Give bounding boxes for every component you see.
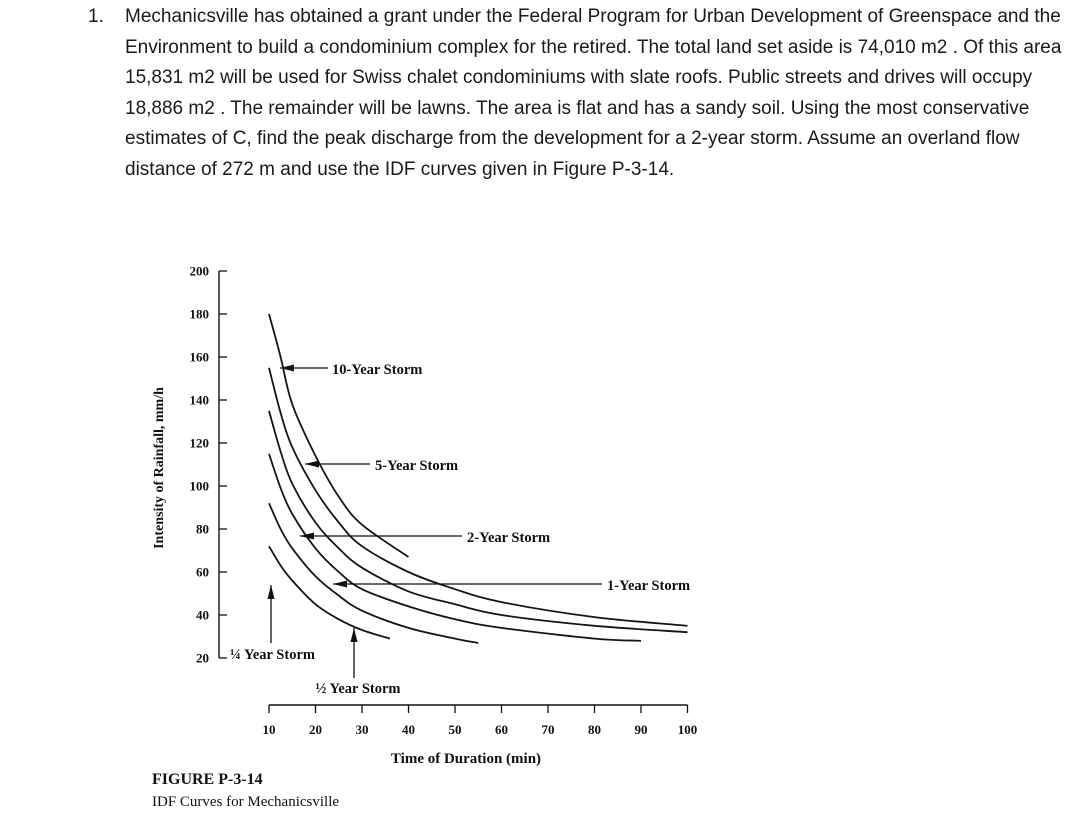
curve--year-storm <box>269 503 478 643</box>
y-tick-label-180: 180 <box>189 306 209 322</box>
y-axis-label: Intensity of Rainfall, mm/h <box>152 387 167 549</box>
annotation-label-1-year-storm: 1-Year Storm <box>607 578 691 594</box>
x-tick-label-20: 20 <box>309 722 322 737</box>
curve-1-year-storm <box>269 454 641 641</box>
y-tick-label-100: 100 <box>189 478 209 494</box>
annotation-arrowhead-1-year-storm <box>333 581 347 588</box>
x-tick-label-80: 80 <box>588 722 601 737</box>
annotation-arrowhead--year-storm <box>351 628 358 642</box>
chart-axes <box>190 264 698 738</box>
x-axis-label: Time of Duration (min) <box>390 751 542 767</box>
y-tick-label-120: 120 <box>189 435 209 451</box>
y-tick-label-200: 200 <box>189 263 209 279</box>
x-tick-label-40: 40 <box>402 722 415 737</box>
problem-text: Mechanicsville has obtained a grant under the Federal Program for Urban Development of Greenspace and the Environment to build a condominium complex for the retired. The total land set aside is 74,010 m2 . Of this area 15,831 m2 will be used for Swiss chalet condominiums with slate roofs. Public streets and drives will occupy 18,886 m2 . The remainder will be lawns. The area is flat and has a sandy soil. Using the most conservative estimates of C, find the peak discharge from the development for a 2-year storm. Assume an overland flow distance of 272 m and use the IDF curves given in Figure P-3-14. <box>125 6 1062 180</box>
annotation-label-2-year-storm: 2-Year Storm <box>467 530 551 546</box>
annotation-arrowhead--year-storm <box>268 585 275 599</box>
y-tick-label-40: 40 <box>196 607 209 623</box>
annotation-label-5-year-storm: 5-Year Storm <box>375 458 459 474</box>
y-tick-label-20: 20 <box>196 650 209 666</box>
curve-2-year-storm <box>269 411 691 632</box>
curve--year-storm <box>269 546 390 638</box>
chart-annotations <box>230 362 690 697</box>
annotation-label--year-storm: ¼ Year Storm <box>230 647 315 663</box>
y-tick-label-140: 140 <box>189 392 209 408</box>
annotation-label-10-year-storm: 10-Year Storm <box>332 362 423 378</box>
x-tick-label-90: 90 <box>634 722 648 737</box>
annotation-label--year-storm: ½ Year Storm <box>315 681 401 697</box>
x-tick-label-70: 70 <box>541 722 555 737</box>
figure-subtitle: IDF Curves for Mechanicsville <box>152 794 340 810</box>
y-tick-label-60: 60 <box>196 564 209 580</box>
x-tick-label-30: 30 <box>355 722 369 737</box>
x-tick-label-100: 100 <box>677 722 698 737</box>
y-tick-label-80: 80 <box>196 521 209 537</box>
curve-10-year-storm <box>269 314 409 557</box>
annotation-arrowhead-5-year-storm <box>305 461 319 468</box>
problem-number: 1. <box>88 6 104 27</box>
x-tick-label-60: 60 <box>495 722 508 737</box>
x-tick-label-10: 10 <box>262 722 276 737</box>
figure-title: FIGURE P-3-14 <box>152 771 263 788</box>
y-tick-label-160: 160 <box>189 349 209 365</box>
x-tick-label-50: 50 <box>448 722 462 737</box>
